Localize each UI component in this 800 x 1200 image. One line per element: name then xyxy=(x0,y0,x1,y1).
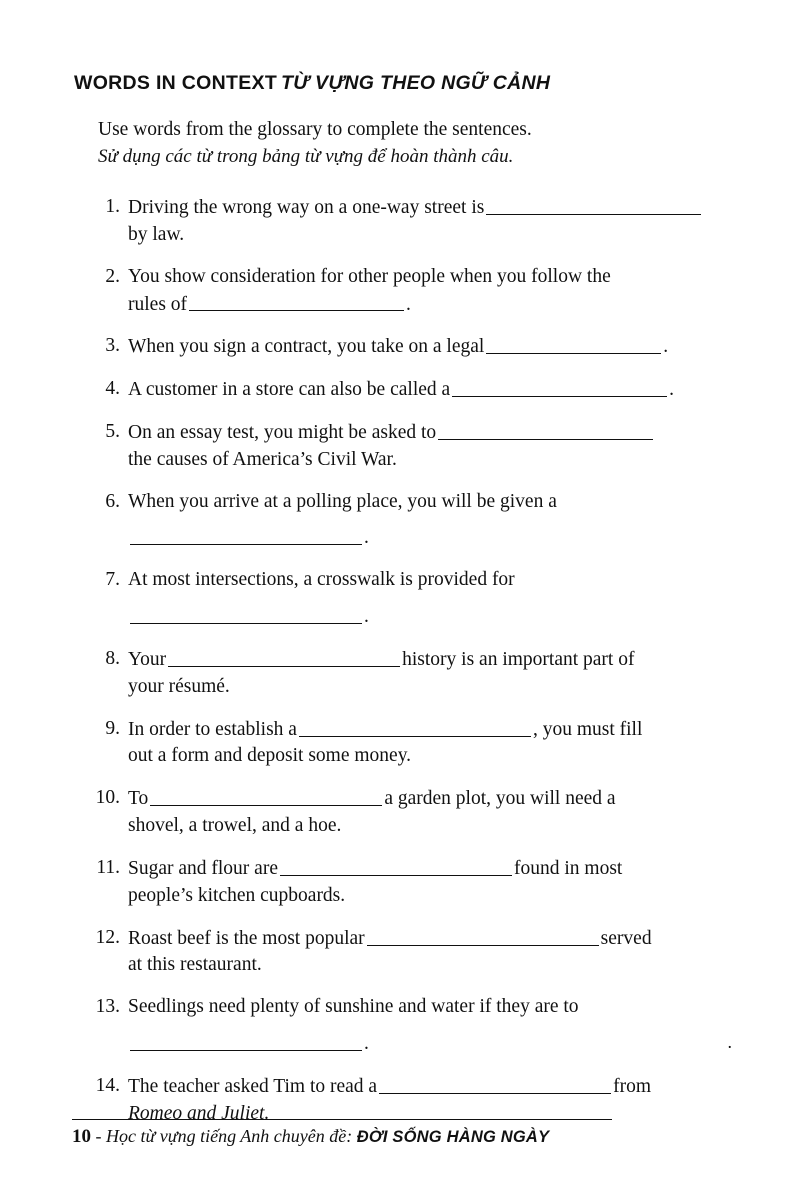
answer-blank[interactable] xyxy=(486,194,701,215)
question-tail: . xyxy=(406,293,411,315)
page-title-vietnamese: TỪ VỰNG THEO NGỮ CẢNH xyxy=(281,72,551,94)
question-item xyxy=(94,194,728,249)
question-number: 4. xyxy=(105,378,120,400)
question-tail: served xyxy=(600,927,652,949)
instructions-english: Use words from the glossary to complete the sentences. xyxy=(98,119,532,140)
question-item xyxy=(94,646,728,701)
instructions-vietnamese: Sử dụng các từ trong bảng từ vựng để hoàn thành câu. xyxy=(98,146,514,168)
question-number: 14. xyxy=(95,1075,120,1097)
question-text: You show consideration for other people when you follow the xyxy=(128,265,611,287)
question-continuation: by law. xyxy=(128,223,185,245)
question-number: 3. xyxy=(105,335,120,357)
question-body xyxy=(128,925,728,980)
question-number: 13. xyxy=(95,996,120,1018)
question-text: On an essay test, you might be asked to xyxy=(128,421,437,443)
question-number: 1. xyxy=(105,195,120,217)
question-text: When you sign a contract, you take on a legal xyxy=(128,336,485,358)
question-continuation: Romeo and Juliet. xyxy=(128,1102,270,1124)
question-item xyxy=(94,419,728,474)
question-number: 2. xyxy=(105,265,120,287)
question-body xyxy=(128,855,728,910)
answer-blank[interactable] xyxy=(379,1073,611,1094)
margin-mark: . xyxy=(727,1032,732,1053)
question-body xyxy=(128,567,728,631)
question-text: Roast beef is the most popular xyxy=(128,927,365,949)
question-blank-line xyxy=(128,603,728,631)
question-number: 5. xyxy=(105,420,120,442)
question-body xyxy=(128,264,728,319)
question-item xyxy=(94,264,728,319)
answer-blank[interactable] xyxy=(280,855,512,876)
question-body xyxy=(128,376,728,404)
question-tail: . xyxy=(364,1033,369,1055)
answer-blank[interactable] xyxy=(486,333,661,354)
answer-blank[interactable] xyxy=(150,785,382,806)
question-text: At most intersections, a crosswalk is provided for xyxy=(128,569,515,591)
question-text: Seedlings need plenty of sunshine and water if they are to xyxy=(128,996,579,1018)
footer-dash: - xyxy=(91,1126,106,1146)
page-footer xyxy=(72,1119,612,1148)
answer-blank[interactable] xyxy=(130,603,362,624)
answer-blank[interactable] xyxy=(130,524,362,545)
question-continuation: people’s kitchen cupboards. xyxy=(128,884,346,906)
footer-text xyxy=(72,1126,612,1148)
question-body xyxy=(128,716,728,771)
question-tail: found in most xyxy=(513,857,623,879)
question-tail: a garden plot, you will need a xyxy=(384,788,616,810)
answer-blank[interactable] xyxy=(168,646,400,667)
question-body xyxy=(128,994,732,1058)
question-blank-line xyxy=(128,1030,732,1058)
question-number: 8. xyxy=(105,647,120,669)
question-number: 12. xyxy=(95,926,120,948)
question-tail: . xyxy=(364,606,369,628)
question-continuation: your résumé. xyxy=(128,675,230,697)
question-body xyxy=(128,419,728,474)
question-item xyxy=(94,855,728,910)
question-tail: . xyxy=(663,336,669,358)
question-body xyxy=(128,333,728,361)
instructions xyxy=(98,117,728,170)
question-item xyxy=(94,376,728,404)
question-list xyxy=(94,194,732,1128)
question-continuation: the causes of America’s Civil War. xyxy=(128,448,397,470)
question-continuation: at this restaurant. xyxy=(128,954,262,976)
question-tail: , you must fill xyxy=(532,718,643,740)
question-item xyxy=(94,925,728,980)
question-tail: history is an important part of xyxy=(402,648,635,670)
question-text: Sugar and flour are xyxy=(128,857,278,879)
question-item xyxy=(94,785,728,840)
question-text: Your xyxy=(128,648,167,670)
question-text: The teacher asked Tim to read a xyxy=(128,1075,378,1097)
answer-blank[interactable] xyxy=(130,1030,362,1051)
question-text: A customer in a store can also be called a xyxy=(128,378,451,400)
question-tail: . xyxy=(364,527,369,549)
question-body xyxy=(128,646,728,701)
question-text: When you arrive at a polling place, you will be given a xyxy=(128,490,557,512)
answer-blank[interactable] xyxy=(452,376,667,397)
question-number: 9. xyxy=(105,717,120,739)
question-item xyxy=(94,489,728,553)
question-tail: . xyxy=(669,378,675,400)
footer-divider xyxy=(72,1119,612,1120)
question-continuation: rules of xyxy=(128,293,188,315)
question-number: 6. xyxy=(105,490,120,512)
question-item xyxy=(94,716,728,771)
question-number: 10. xyxy=(95,787,120,809)
question-text: To xyxy=(128,788,149,810)
page-title-english: WORDS IN CONTEXT xyxy=(74,72,278,94)
page-title xyxy=(74,72,728,95)
question-blank-line xyxy=(128,524,728,552)
question-number: 11. xyxy=(96,857,120,879)
page-number: 10 xyxy=(72,1126,91,1147)
question-item xyxy=(94,994,732,1058)
answer-blank[interactable] xyxy=(299,716,531,737)
question-body xyxy=(128,489,728,553)
question-continuation: out a form and deposit some money. xyxy=(128,745,412,767)
question-item xyxy=(94,567,728,631)
question-text: Driving the wrong way on a one-way street is xyxy=(128,196,485,218)
question-item xyxy=(94,333,728,361)
answer-blank[interactable] xyxy=(367,925,599,946)
question-number: 7. xyxy=(105,569,120,591)
question-text: In order to establish a xyxy=(128,718,297,740)
answer-blank[interactable] xyxy=(438,419,653,440)
footer-topic: ĐỜI SỐNG HÀNG NGÀY xyxy=(356,1128,550,1146)
footer-book-title: Học từ vựng tiếng Anh chuyên đề: xyxy=(106,1126,357,1146)
question-body xyxy=(128,194,728,249)
question-continuation: shovel, a trowel, and a hoe. xyxy=(128,815,342,837)
question-tail: from xyxy=(613,1075,651,1097)
answer-blank[interactable] xyxy=(189,291,404,312)
question-body xyxy=(128,785,728,840)
